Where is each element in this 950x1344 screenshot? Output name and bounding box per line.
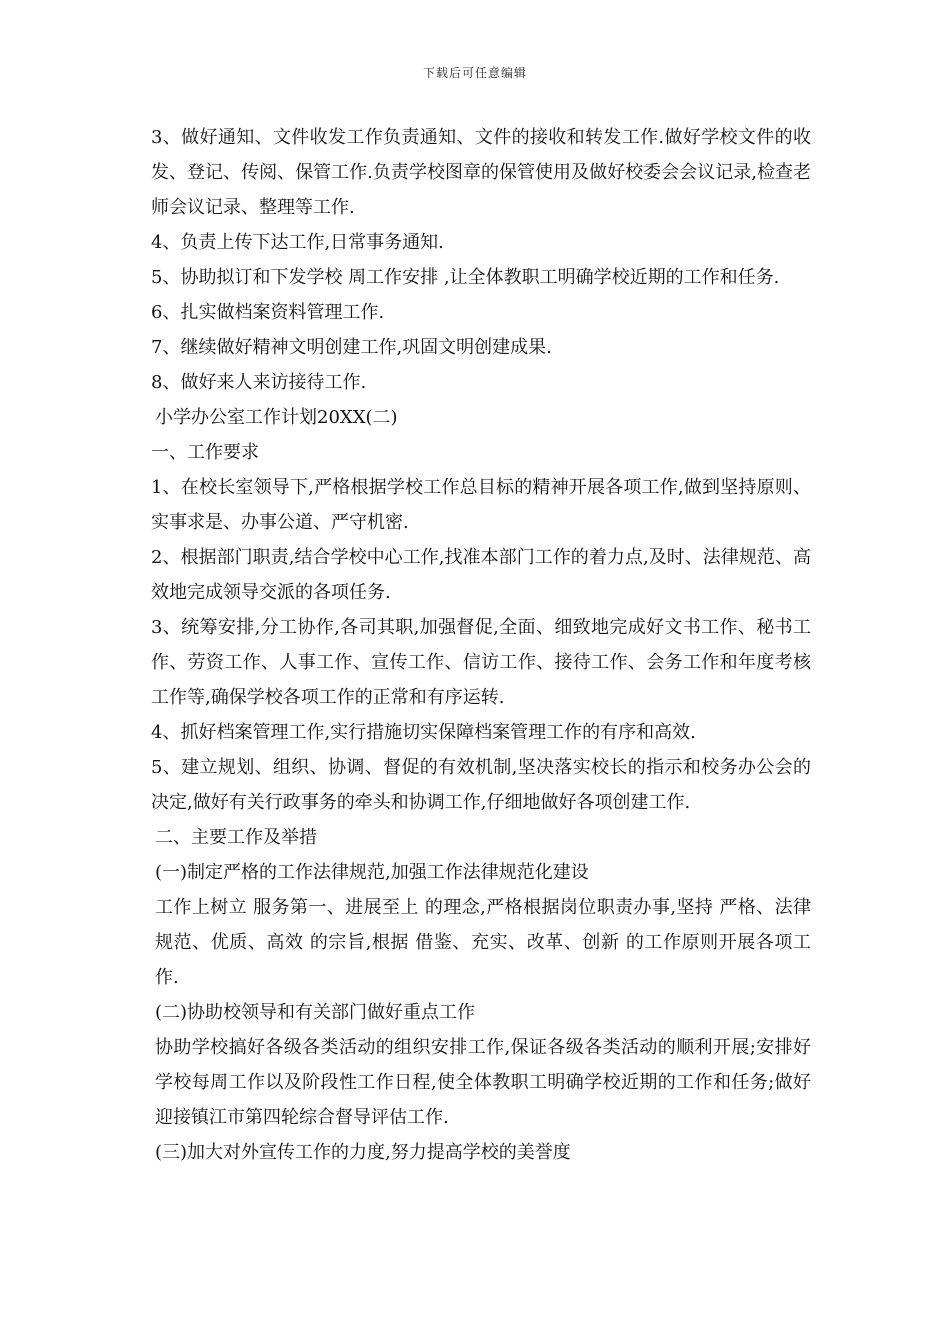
- paragraph: 协助学校搞好各级各类活动的组织安排工作,保证各级各类活动的顺利开展;安排好学校每周工作以及阶段性工作日程,使全体教职工明确学校近期的工作和任务;做好迎接镇江市第四轮综合督导评估工作.: [155, 1037, 811, 1128]
- section-title: 小学办公室工作计划20XX(二): [155, 407, 398, 428]
- section-heading: 二、主要工作及举措: [155, 827, 317, 848]
- paragraph: 工作上树立 服务第一、进展至上 的理念,严格根据岗位职责办事,坚持 严格、法律规范、优质、高效 的宗旨,根据 借鉴、充实、改革、创新 的工作原则开展各项工作.: [155, 897, 811, 988]
- paragraph: 4、抓好档案管理工作,实行措施切实保障档案管理工作的有序和高效.: [151, 722, 696, 743]
- paragraph: 3、统筹安排,分工协作,各司其职,加强督促,全面、细致地完成好文书工作、秘书工作、劳资工作、人事工作、宣传工作、信访工作、接待工作、会务工作和年度考核工作等,确保学校各项工作的正常和有序运转.: [151, 617, 811, 708]
- paragraph: 5、协助拟订和下发学校 周工作安排 ,让全体教职工明确学校近期的工作和任务.: [151, 267, 780, 288]
- section-heading: 一、工作要求: [151, 442, 259, 463]
- subsection-heading: (三)加大对外宣传工作的力度,努力提高学校的美誉度: [155, 1142, 571, 1163]
- paragraph: 2、根据部门职责,结合学校中心工作,找准本部门工作的着力点,及时、法律规范、高效地完成领导交派的各项任务.: [151, 547, 811, 603]
- paragraph: 6、扎实做档案资料管理工作.: [151, 302, 385, 323]
- header-note: 下载后可任意编辑: [422, 66, 527, 80]
- paragraph: 1、在校长室领导下,严格根据学校工作总目标的精神开展各项工作,做到坚持原则、实事求是、办事公道、严守机密.: [151, 477, 811, 533]
- subsection-heading: (一)制定严格的工作法律规范,加强工作法律规范化建设: [155, 862, 589, 883]
- paragraph: 7、继续做好精神文明创建工作,巩固文明创建成果.: [151, 337, 552, 358]
- paragraph: 3、做好通知、文件收发工作负责通知、文件的接收和转发工作.做好学校文件的收发、登记、传阅、保管工作.负责学校图章的保管使用及做好校委会会议记录,检查老师会议记录、整理等工作.: [151, 127, 811, 218]
- paragraph: 4、负责上传下达工作,日常事务通知.: [151, 232, 444, 253]
- paragraph: 8、做好来人来访接待工作.: [151, 372, 367, 393]
- document-body: [143, 120, 811, 1170]
- paragraph: 5、建立规划、组织、协调、督促的有效机制,坚决落实校长的指示和校务办公会的决定,做好有关行政事务的牵头和协调工作,仔细地做好各项创建工作.: [151, 757, 811, 813]
- subsection-heading: (二)协助校领导和有关部门做好重点工作: [155, 1002, 476, 1023]
